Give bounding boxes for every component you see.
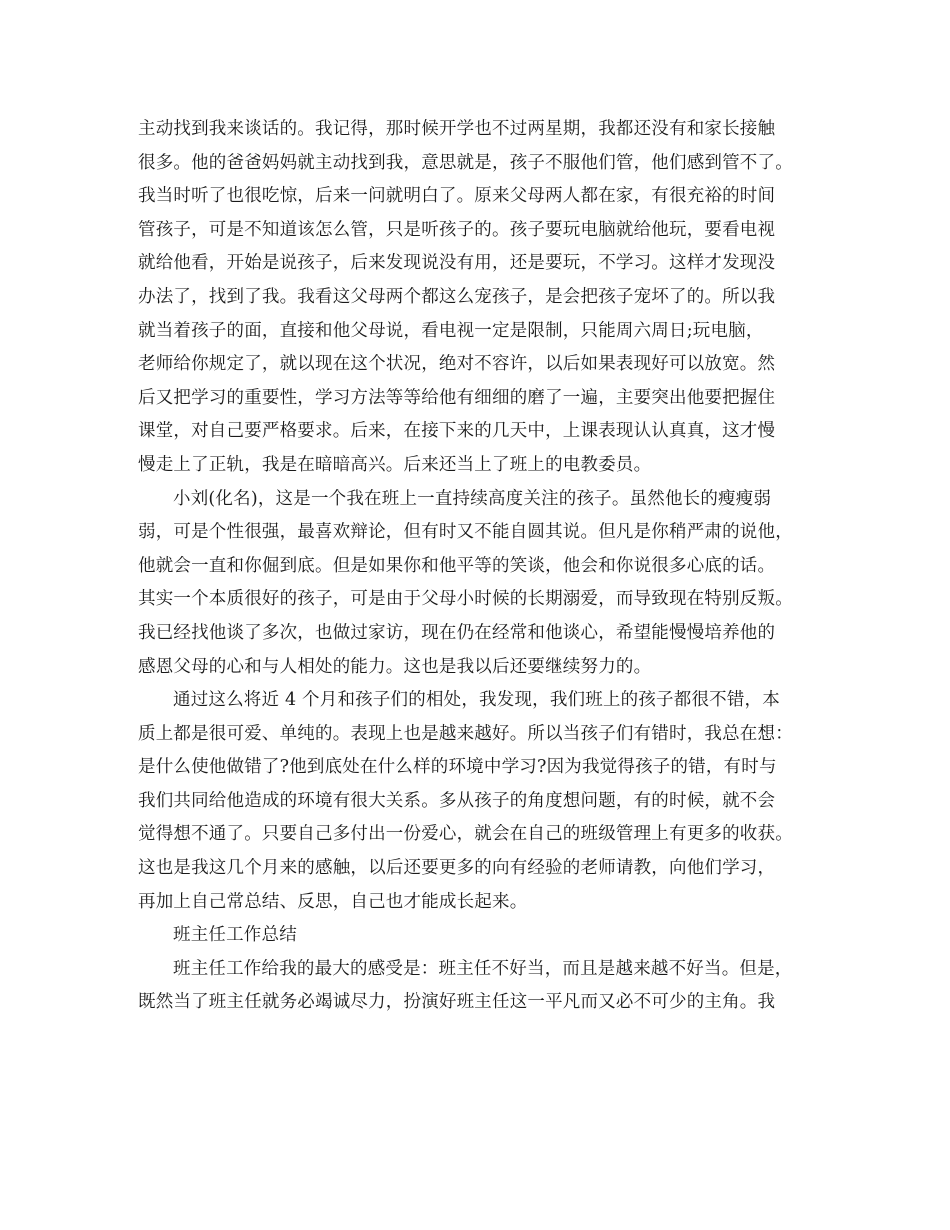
text-line: 弱，可是个性很强，最喜欢辩论，但有时又不能自圆其说。但凡是你稍严肃的说他， xyxy=(138,522,793,543)
text-line: 是什么使他做错了?他到底处在什么样的环境中学习?因为我觉得孩子的错，有时与 xyxy=(138,757,777,778)
text-line: 我们共同给他造成的环境有很大关系。多从孩子的角度想问题，有的时候，就不会 xyxy=(138,790,776,811)
text-line: 觉得想不通了。只要自己多付出一份爱心，就会在自己的班级管理上有更多的收获。 xyxy=(138,824,793,845)
text-line: 班主任工作给我的最大的感受是：班主任不好当，而且是越来越不好当。但是， xyxy=(173,958,793,979)
text-line: 课堂，对自己要严格要求。后来，在接下来的几天中，上课表现认认真真，这才慢 xyxy=(138,421,776,442)
text-line: 通过这么将近 4 个月和孩子们的相处，我发现，我们班上的孩子都很不错，本 xyxy=(173,690,780,711)
text-line: 我当时听了也很吃惊，后来一问就明白了。原来父母两人都在家，有很充裕的时间 xyxy=(138,186,776,207)
text-line: 主动找到我来谈话的。我记得，那时候开学也不过两星期，我都还没有和家长接触 xyxy=(138,119,776,139)
text-line: 这也是我这几个月来的感触，以后还要更多的向有经验的老师请教，向他们学习， xyxy=(138,858,776,879)
text-line: 其实一个本质很好的孩子，可是由于父母小时候的长期溺爱，而导致现在特别反叛。 xyxy=(138,589,793,610)
document-body xyxy=(138,113,828,1020)
text-line: 班主任工作总结 xyxy=(173,925,297,946)
text-line: 就当着孩子的面，直接和他父母说，看电视一定是限制，只能周六周日;玩电脑， xyxy=(138,320,764,341)
text-line: 就给他看，开始是说孩子，后来发现说没有用，还是要玩，不学习。这样才发现没 xyxy=(138,253,776,274)
text-line: 既然当了班主任就务必竭诚尽力，扮演好班主任这一平凡而又必不可少的主角。我 xyxy=(138,992,776,1013)
text-line: 很多。他的爸爸妈妈就主动找到我，意思就是，孩子不服他们管，他们感到管不了。 xyxy=(138,152,793,173)
text-line: 后又把学习的重要性，学习方法等等给他有细细的磨了一遍，主要突出他要把握住 xyxy=(138,387,776,408)
text-line: 管孩子，可是不知道该怎么管，只是听孩子的。孩子要玩电脑就给他玩，要看电视 xyxy=(138,219,776,240)
text-line: 他就会一直和你倔到底。但是如果你和他平等的笑谈，他会和你说很多心底的话。 xyxy=(138,555,776,576)
text-line: 质上都是很可爱、单纯的。表现上也是越来越好。所以当孩子们有错时，我总在想： xyxy=(138,723,793,744)
text-line: 小刘(化名)，这是一个我在班上一直持续高度关注的孩子。虽然他长的瘦瘦弱 xyxy=(173,488,772,509)
text-line: 慢走上了正轨，我是在暗暗高兴。后来还当上了班上的电教委员。 xyxy=(138,454,652,475)
text-line: 我已经找他谈了多次，也做过家访，现在仍在经常和他谈心，希望能慢慢培养他的 xyxy=(138,622,776,643)
text-line: 老师给你规定了，就以现在这个状况，绝对不容许，以后如果表现好可以放宽。然 xyxy=(138,354,776,375)
text-line: 感恩父母的心和与人相处的能力。这也是我以后还要继续努力的。 xyxy=(138,656,652,677)
text-line: 办法了，找到了我。我看这父母两个都这么宠孩子，是会把孩子宠坏了的。所以我 xyxy=(138,286,776,307)
text-line: 再加上自己常总结、反思，自己也才能成长起来。 xyxy=(138,891,528,912)
